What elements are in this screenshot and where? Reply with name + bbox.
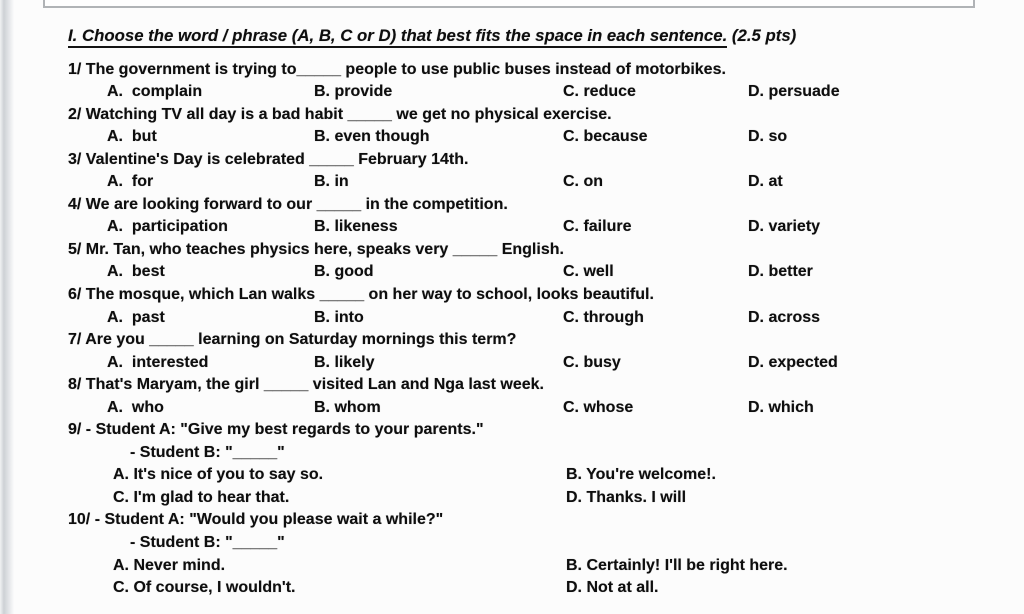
question-2-options — [68, 126, 1008, 149]
question-3-text: 3/ Valentine's Day is celebrated _____ February 14th. — [68, 150, 469, 168]
question-1-text: 1/ The government is trying to_____ people to use public buses instead of motorbikes. — [68, 60, 726, 78]
option-a: A. for — [107, 173, 154, 191]
option-b: B. whom — [314, 398, 381, 416]
option-c: C. Of course, I wouldn't. — [113, 579, 296, 597]
option-a: A. interested — [107, 353, 209, 371]
option-d: D. which — [748, 398, 814, 416]
question-9-options-row-2 — [68, 487, 1008, 510]
question-10-options-row-1 — [68, 555, 1008, 578]
option-b: B. Certainly! I'll be right here. — [566, 556, 788, 574]
option-b: B. likeness — [314, 218, 398, 236]
question-4-text: 4/ We are looking forward to our _____ in the competition. — [68, 195, 508, 213]
question-9 — [68, 419, 1008, 509]
question-7-options — [68, 352, 1008, 375]
option-c: C. I'm glad to hear that. — [113, 488, 290, 506]
option-d: D. variety — [748, 218, 821, 236]
option-d: D. across — [748, 308, 821, 326]
question-2 — [68, 104, 1008, 149]
question-5-options — [68, 261, 1008, 284]
question-9-options-row-1 — [68, 464, 1008, 487]
question-3-options — [68, 171, 1008, 194]
option-d: D. so — [748, 128, 788, 146]
question-10-options-row-2 — [68, 577, 1008, 600]
option-b: B. even though — [314, 128, 430, 146]
question-5 — [68, 239, 1008, 284]
option-d: D. at — [748, 173, 783, 191]
question-10-line-1: 10/ - Student A: "Would you please wait a while?" — [68, 511, 444, 529]
question-9-line-1: 9/ - Student A: "Give my best regards to your parents." — [68, 421, 484, 439]
question-4 — [68, 194, 1008, 239]
option-d: D. better — [748, 263, 813, 281]
option-a: A. Never mind. — [113, 556, 226, 574]
option-b: B. likely — [314, 353, 375, 371]
question-4-options — [68, 216, 1008, 239]
option-d: D. persuade — [748, 83, 840, 101]
option-d: D. Thanks. I will — [566, 488, 687, 506]
question-7-text: 7/ Are you _____ learning on Saturday mornings this term? — [68, 331, 517, 349]
option-b: B. into — [314, 308, 364, 326]
option-b: B. in — [314, 173, 349, 191]
page-edge-shadow — [0, 0, 14, 614]
question-3 — [68, 149, 1008, 194]
option-a: A. It's nice of you to say so. — [113, 466, 324, 484]
section-title-points: (2.5 pts) — [727, 26, 797, 45]
question-6-options — [68, 307, 1008, 330]
option-c: C. because — [563, 128, 648, 146]
option-a: A. past — [107, 308, 165, 326]
question-8-text: 8/ That's Maryam, the girl _____ visited Lan and Nga last week. — [68, 376, 544, 394]
question-6 — [68, 284, 1008, 329]
question-7 — [68, 329, 1008, 374]
option-b: B. provide — [314, 83, 393, 101]
option-c: C. on — [563, 173, 603, 191]
option-c: C. well — [563, 263, 614, 281]
option-c: C. reduce — [563, 83, 636, 101]
option-a: A. best — [107, 263, 165, 281]
question-6-text: 6/ The mosque, which Lan walks _____ on her way to school, looks beautiful. — [68, 286, 654, 304]
option-a: A. complain — [107, 83, 203, 101]
option-c: C. whose — [563, 398, 634, 416]
option-a: A. participation — [107, 218, 228, 236]
question-9-line-2: - Student B: "_____" — [130, 443, 285, 461]
option-c: C. failure — [563, 218, 632, 236]
section-title-underlined: I. Choose the word / phrase (A, B, C or D) that best fits the space in each sentence. — [68, 26, 727, 48]
question-1 — [68, 59, 1008, 104]
question-8-options — [68, 397, 1008, 420]
section-title — [68, 25, 1008, 48]
option-d: D. Not at all. — [566, 579, 659, 597]
question-8 — [68, 374, 1008, 419]
question-5-text: 5/ Mr. Tan, who teaches physics here, speaks very _____ English. — [68, 240, 564, 258]
option-c: C. through — [563, 308, 644, 326]
option-c: C. busy — [563, 353, 621, 371]
question-2-text: 2/ Watching TV all day is a bad habit _____ we get no physical exercise. — [68, 105, 612, 123]
header-box-bottom-edge — [43, 0, 975, 8]
question-1-options — [68, 81, 1008, 104]
question-10-line-2: - Student B: "_____" — [130, 534, 285, 552]
exam-content — [68, 25, 1008, 600]
option-a: A. but — [107, 128, 157, 146]
option-b: B. You're welcome!. — [566, 466, 716, 484]
option-a: A. who — [107, 398, 164, 416]
question-10 — [68, 509, 1008, 599]
option-b: B. good — [314, 263, 374, 281]
option-d: D. expected — [748, 353, 838, 371]
